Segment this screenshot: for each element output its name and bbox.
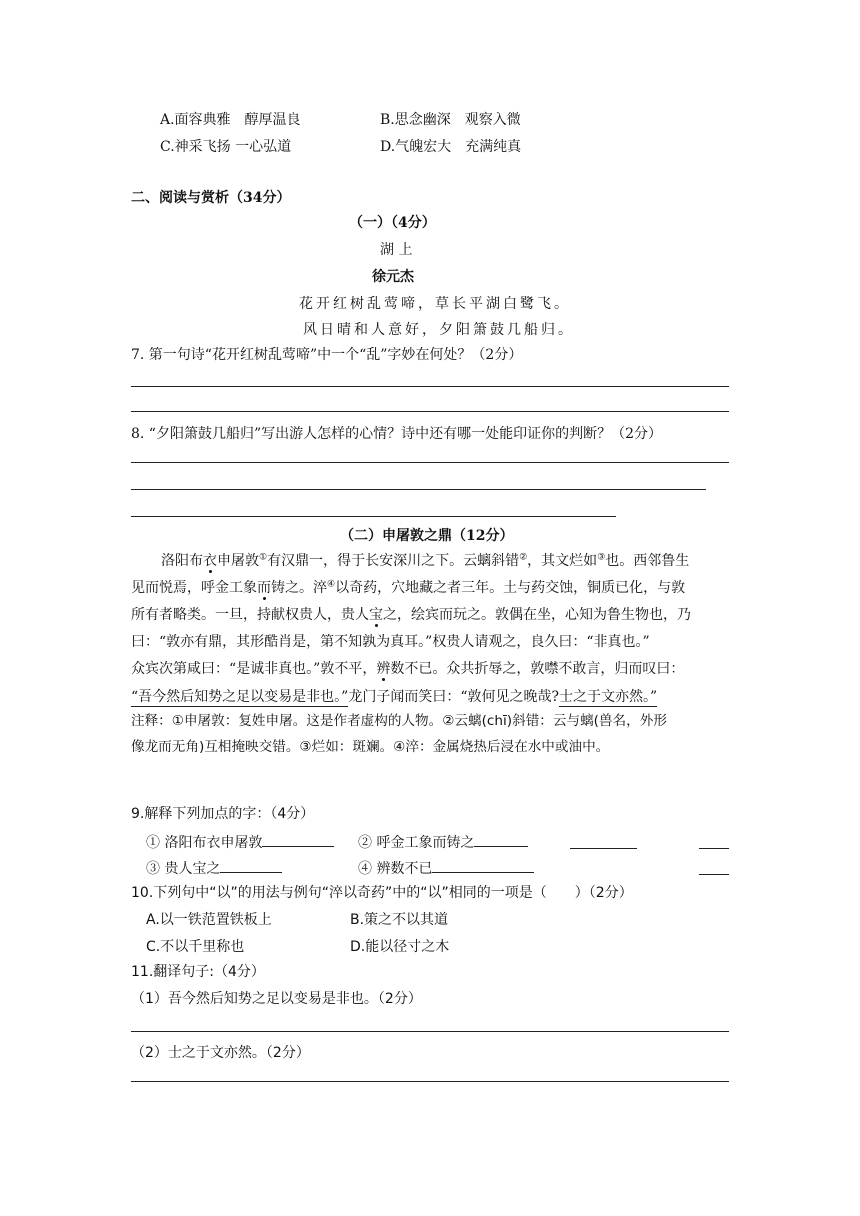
option-d: D.气魄宏大 充满纯真	[380, 139, 522, 155]
answer-line	[131, 516, 616, 517]
question-7: 7. 第一句诗“花开红树乱莺啼”中一个“乱”字妙在何处？（2分）	[131, 347, 523, 363]
answer-line	[131, 462, 729, 463]
passage-line-6: “吾今然后知势之足以变易是非也。”龙门子闻而笑曰：“敦何见之晚哉?士之于文亦然。”	[131, 689, 658, 705]
q9-item-2: ② 呼金工象而铸之	[358, 832, 528, 853]
question-10: 10.下列句中“以”的用法与例句“淬以奇药”中的“以”相同的一项是（ ）（2分）	[131, 885, 633, 901]
answer-line	[131, 411, 729, 412]
passage-line-1: 洛阳布衣申屠敦①有汉鼎一，得于长安深川之下。云螭斜错②，其文烂如③也。西邻鲁生	[161, 552, 690, 569]
poem-line-1: 花开红树乱莺啼，草长平湖白鹭飞。	[299, 296, 571, 312]
poem-line-2: 风日晴和人意好，夕阳箫鼓几船归。	[303, 322, 575, 338]
annotation-line-1: 注释：①申屠敦：复姓申屠。这是作者虚构的人物。②云螭(chī)斜错：云与螭(兽名，外形	[131, 713, 667, 729]
answer-blank	[699, 874, 729, 875]
poem-author: 徐元杰	[372, 269, 414, 285]
annotation-line-2: 像龙而无角)互相掩映交错。③烂如：斑斓。④淬：金属烧热后浸在水中或油中。	[131, 739, 610, 755]
underlined-sentence-1: “吾今然后知势之足以变易是非也。”	[131, 689, 349, 705]
part2-heading: （二）申屠敦之鼎（12分）	[340, 528, 514, 544]
answer-line	[131, 386, 729, 387]
option-b: B.思念幽深 观察入微	[380, 112, 521, 128]
q10-option-a: A.以一铁范置铁板上	[146, 912, 272, 928]
q9-item-1: ① 洛阳布衣申屠敦	[146, 832, 334, 853]
q10-option-c: C.不以千里称也	[146, 939, 245, 955]
part1-heading: （一）（4分）	[349, 215, 436, 231]
q9-item-4: ④ 辨数不已	[358, 858, 534, 879]
question-9: 9.解释下列加点的字：（4分）	[131, 806, 315, 822]
passage-line-2: 见而悦焉，呼金工象而铸之。淬④以奇药，穴地藏之者三年。土与药交蚀，铜质已化，与敦	[131, 579, 686, 596]
underlined-sentence-2: 士之于文亦然。”	[559, 689, 658, 705]
question-8: 8. “夕阳箫鼓几船归”写出游人怎样的心情？诗中还有哪一处能印证你的判断？（2分）	[131, 426, 663, 442]
answer-line	[131, 1081, 729, 1082]
answer-blank	[699, 848, 729, 849]
passage-line-3: 所有者略类。一旦，持献权贵人，贵人宝之，绘宾而玩之。敦偶在坐，心知为鲁生物也，乃	[131, 607, 691, 623]
answer-line	[131, 489, 706, 490]
section-title: 二、阅读与赏析（34分）	[131, 190, 291, 206]
option-c: C.神采飞扬 一心弘道	[160, 139, 292, 155]
q11-sentence-2: （2）士之于文亦然。（2分）	[131, 1045, 310, 1061]
option-a: A.面容典雅 醇厚温良	[160, 112, 301, 128]
q9-item-3: ③ 贵人宝之	[146, 858, 282, 879]
poem-title: 湖 上	[380, 242, 413, 258]
q10-option-d: D.能以径寸之木	[350, 939, 450, 955]
q11-sentence-1: （1）吾今然后知势之足以变易是非也。（2分）	[131, 991, 422, 1007]
answer-line	[131, 1031, 729, 1032]
q10-option-b: B.策之不以其道	[350, 912, 449, 928]
answer-blank	[570, 848, 637, 849]
passage-line-4: 曰：“敦亦有鼎，其形酷肖是，第不知孰为真耳。”权贵人请观之，良久曰：“非真也。”	[131, 634, 650, 650]
question-11: 11.翻译句子:（4分）	[131, 964, 265, 980]
passage-line-5: 众宾次第咸曰：“是诚非真也。”敦不平，辨数不已。众共折辱之，敦噤不敢言，归而叹曰：	[131, 661, 685, 677]
